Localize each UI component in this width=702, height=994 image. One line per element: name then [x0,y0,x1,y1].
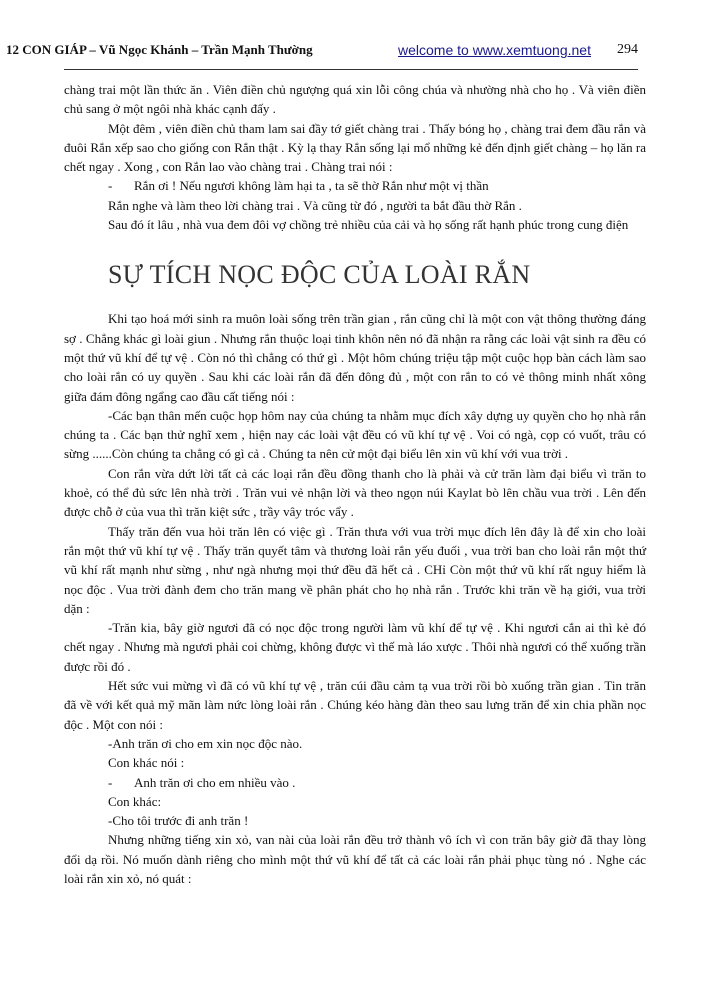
page-body [64,80,646,888]
paragraph: Thấy trăn đến vua hỏi trăn lên có việc gì . Trăn thưa với vua trời mục đích lên đây là để xin cho loài rắn một thứ vũ khí tự vệ . Thấy trăn quyết tâm và thương loài rắn yếu đuối , vua trời ban cho loài rắn một thứ vũ khí rất mạnh như sừng , như ngà nhưng mọi thứ đều đã hết cả . CHỉ Còn một thứ vũ khí rất nguy hiểm là nọc độc . Vua trời đành đem cho trăn mang về phân phát cho họ nhà rắn . Trước khi trăn về hạ giới, vua trời dặn : [64,523,646,616]
page-header-title: 12 CON GIÁP – Vũ Ngọc Khánh – Trần Mạnh Thường [6,42,313,57]
dialogue-text: Anh trăn ơi cho em nhiều vào . [134,774,296,790]
paragraph: -Trăn kia, bây giờ ngươi đã có nọc độc trong người làm vũ khí để tự vệ . Khi ngươi cắn ai thì kẻ đó chết ngay . Nhưng mà ngươi phải coi chừng, không được vì thế mà láo xược . Thôi nhà ngươi có thể xuống trần được rồi đó . [64,620,646,674]
website-link[interactable]: welcome to www.xemtuong.net [398,42,591,58]
paragraph: Sau đó ít lâu , nhà vua đem đôi vợ chồng trẻ nhiều của cải và họ sống rất hạnh phúc trong cung điện [108,217,629,233]
dialogue-text: Rắn ơi ! Nếu ngươi không làm hại ta , ta sẽ thờ Rắn như một vị thần [134,178,489,194]
dialogue-line: -Cho tôi trước đi anh trăn ! [108,813,249,829]
paragraph: chàng trai một lần thức ăn . Viên điền chủ ngượng quá xin lỗi công chúa và nhường nhà cho họ . Và viên điền chủ sang ở một ngôi nhà khác cạnh đấy . [64,82,646,117]
dialogue-line: Con khác: [108,793,162,809]
dialogue-line: -Anh trăn ơi cho em xin nọc độc nào. [108,735,303,751]
paragraph: Hết sức vui mừng vì đã có vũ khí tự vệ , trăn cúi đầu cảm tạ vua trời rồi bò xuống trần gian . Tin trăn đã về với kết quả mỹ mãn làm nức lòng loài rắn . Chúng kéo hàng đàn theo sau lưng trăn để xin chia phần nọc độc . Một con nói : [64,678,646,732]
paragraph: Khi tạo hoá mới sinh ra muôn loài sống trên trần gian , rắn cũng chỉ là một con vật thông thường đáng sợ . Chẳng khác gì loài giun . Nhưng rắn thuộc loại tinh khôn nên nó đã nhận ra rằng các loài vật sinh ra đều có một thứ vũ khí để tự vệ . Còn nó thì chẳng có thứ gì . Một hôm chúng triệu tập một cuộc họp bàn cách làm sao cho loài rắn có uy quyền . Sau khi các loài rắn đã đến đông đủ , một con rắn to có vẻ thông minh nhất xông giữa đám đông ngẩng cao đầu cất tiếng nói : [64,311,646,404]
section-title: SỰ TÍCH NỌC ĐỘC CỦA LOÀI RẮN [108,260,531,290]
paragraph: Nhưng những tiếng xin xỏ, van nài của loài rắn đều trở thành vô ích vì con trăn bây giờ đã thay lòng đổi dạ rồi. Nó muốn dành riêng cho mình một thứ vũ khí để tất cả các loài rắn phải phục tùng nó . Nghe các loài rắn xin xỏ, nó quát : [64,832,646,886]
paragraph: Rắn nghe và làm theo lời chàng trai . Và cũng từ đó , người ta bắt đầu thờ Rắn . [108,197,522,213]
page-number: 294 [617,42,638,57]
dialogue-line: Con khác nói : [108,755,185,771]
dialogue-line [64,773,646,792]
dialogue-line [64,176,646,195]
paragraph: -Các bạn thân mến cuộc họp hôm nay của chúng ta nhằm mục đích xây dựng uy quyền cho họ nhà rắn chúng ta . Các bạn thử nghĩ xem , hiện nay các loài vật đều có vũ khí tự vệ . Voi có ngà, cọp có vuốt, trâu có sừng ......Còn chúng ta chẳng có gì cả . Chúng ta nên cử một đại biểu lên xin vũ khí với vua trời . [64,407,646,462]
header-rule [64,69,638,70]
paragraph: Con rắn vừa dứt lời tất cả các loại rắn đều đồng thanh cho là phải và cử trăn làm đại biểu vì trăn to khoẻ, có thể đủ sức lên nhà trời . Trăn vui vẻ nhận lời và theo ngọn núi Kaylat bò lên chầu vua trời . Lên đến được chỗ ở của vua thì trăn kiệt sức , trầy vây tróc vẩy . [64,465,646,520]
dash-marker: - [108,774,113,790]
dash-marker: - [108,178,113,194]
paragraph: Một đêm , viên điền chủ tham lam sai đầy tớ giết chàng trai . Thấy bóng họ , chàng trai đem đầu rắn và đuôi Rắn xếp sao cho giống con Rắn thật . Kỳ lạ thay Rắn sống lại mổ những kẻ đến định giết chàng – họ lăn ra chết ngay . Xong , con Rắn lao vào chàng trai . Chàng trai nói : [64,120,646,175]
